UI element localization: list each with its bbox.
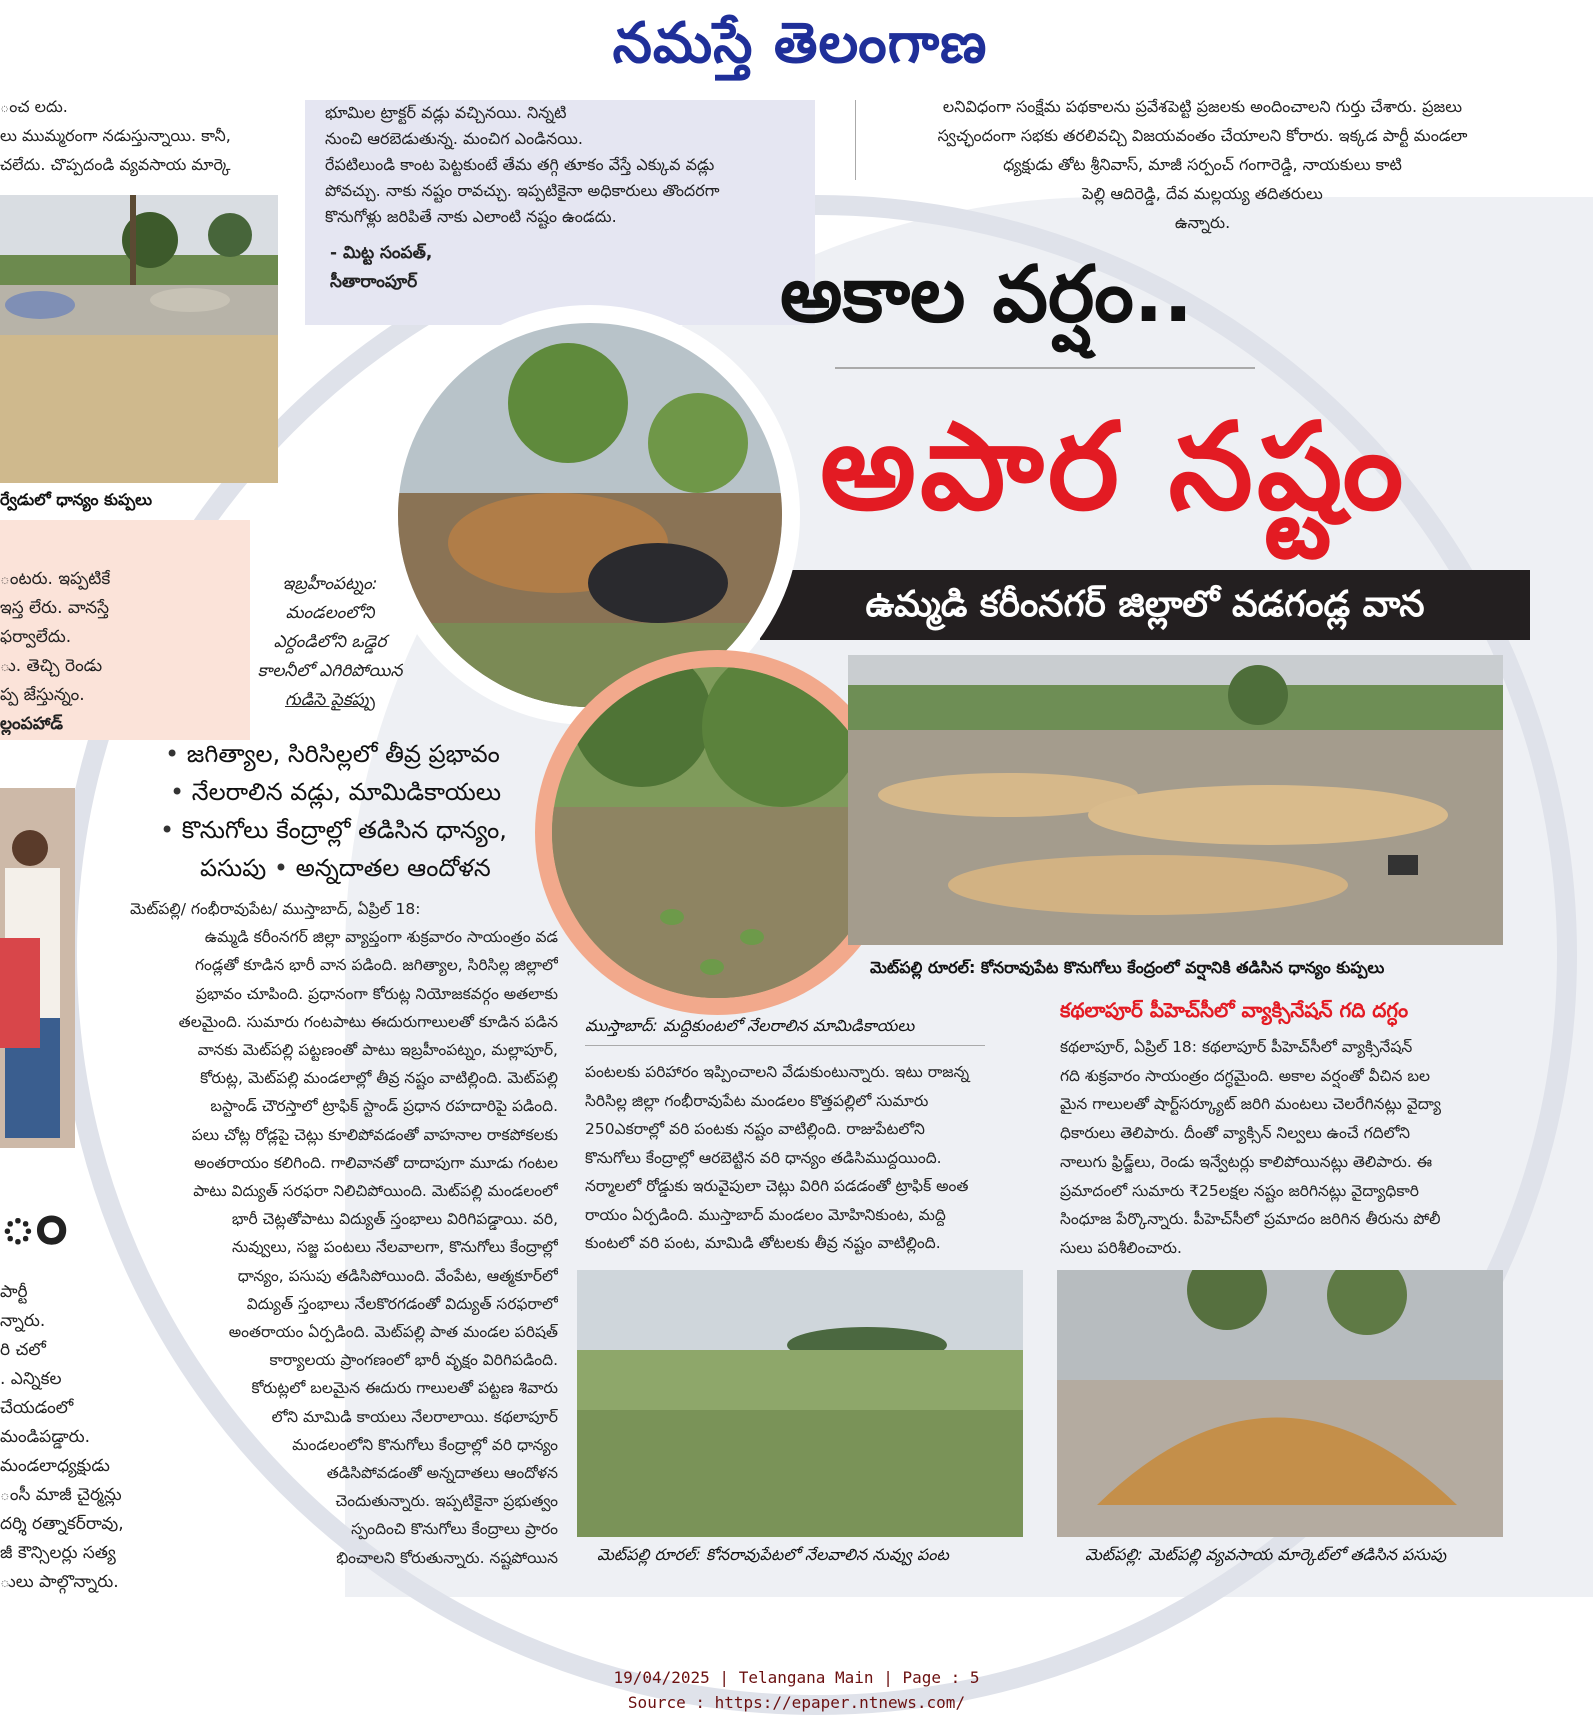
text-line: ఫర్వాలేదు.	[0, 627, 72, 647]
caption-rule	[585, 1045, 985, 1046]
wet-grain-market-photo	[848, 655, 1503, 945]
text-line: పంటలకు పరిహారం ఇప్పించాలని వేడుకుంటున్నారు. ఇటు రాజన్న	[585, 1063, 970, 1081]
text-line: భించాలని కోరుతున్నారు. నష్టపోయిన	[336, 1548, 558, 1567]
photo-caption: ర్వేడులో ధాన్యం కుప్పలు	[0, 490, 153, 509]
text-line: తడిసిపోవడంతో అన్నదాతలు ఆందోళన	[326, 1464, 558, 1483]
text-line: నర్మాలలో రోడ్డుకు ఇరువైపులా చెట్లు విరిగి పడడంతో ట్రాఫిక్ అంత	[585, 1177, 969, 1195]
highlight-bullets	[165, 735, 507, 887]
text-line: చేయడంలో	[0, 1398, 74, 1418]
turmeric-photo-caption: మెట్‌పల్లి: మెట్‌పల్లి వ్యవసాయ మార్కెట్‌లో తడిసిన పసుపు	[1085, 1545, 1447, 1564]
text-line: అంతరాయం ఏర్పడింది. మెట్‌పల్లి పాత మండల పరిషత్	[228, 1323, 558, 1342]
top-right-column	[880, 92, 1525, 237]
text-line: ఉమ్మడి కరీంనగర్ జిల్లా వ్యాప్తంగా శుక్రవారం సాయంత్రం వడ	[204, 928, 558, 947]
text-line: లు ముమ్మరంగా నడుస్తున్నాయి. కానీ,	[0, 126, 231, 145]
quote-author: ల్లంపహాడ్	[0, 714, 63, 734]
left-quote-text	[0, 565, 250, 735]
text-line: ంసీ మాజీ చైర్మన్లు	[0, 1485, 122, 1505]
left-column-top	[0, 92, 285, 187]
text-line: సిరిసిల్ల జిల్లా గంభీరావుపేట మండలం కొత్తపల్లిలో సుమారు	[585, 1091, 929, 1110]
text-line: నుంచి ఆరబెడుతున్న. మంచిగ ఎండినయి.	[325, 129, 583, 148]
text-line: మైన గాలులతో షార్ట్‌సర్క్యూట్ జరిగి మంటలు చెలరేగినట్లు వైద్యా	[1060, 1095, 1441, 1114]
text-line: భారీ చెట్లతోపాటు విద్యుత్ స్తంభాలు విరిగిపడ్డాయి. వరి,	[231, 1210, 558, 1229]
text-line: కొనుగోళ్లు జరిపితే నాకు ఎలాంటి నష్టం ఉండదు.	[325, 207, 617, 226]
caption-line: ఇబ్రహీంపట్నం:	[282, 574, 378, 594]
wet-turmeric-photo	[1057, 1270, 1503, 1537]
bullet-item	[274, 854, 491, 882]
bullet-item	[200, 849, 507, 887]
caption-line: గుడిసె పైకప్పు	[285, 690, 375, 710]
main-story	[118, 895, 558, 1575]
bullet-text: జగిత్యాల, సిరిసిల్లలో తీవ్ర ప్రభావం	[186, 740, 500, 768]
text-line: పలు చోట్ల రోడ్లపై చెట్లు కూలిపోవడంతో వాహనాల రాకపోకలకు	[191, 1125, 558, 1144]
text-line: అంతరాయం కలిగింది. గాలివానతో దాదాపుగా మూడు గంటల	[194, 1153, 558, 1172]
bullet-text: అన్నదాతల ఆందోళన	[295, 854, 491, 882]
text-line: రి చలో	[0, 1340, 46, 1360]
text-line: స్వచ్ఛందంగా సభకు తరలివచ్చి విజయవంతం చేయాలని కోరారు. ఇక్కడ పార్టీ మండలా	[937, 126, 1468, 145]
text-line: ు. తెచ్చి రెండు	[0, 656, 103, 676]
bullet-item	[165, 735, 507, 773]
people-photo	[0, 788, 75, 1148]
text-line: తలమైంది. సుమారు గంటపాటు ఈదురుగాలులతో కూడిన పడిన	[178, 1012, 558, 1031]
text-line: చెందుతున్నారు. ఇప్పటికైనా ప్రభుత్వం	[335, 1492, 558, 1511]
text-line: బస్టాండ్ చౌరస్తాలో ట్రాఫిక్ స్టాండ్ ప్రధాన రహదారిపై పడింది.	[210, 1097, 558, 1116]
text-line: ఉన్నారు.	[1174, 213, 1231, 232]
big-letter: ం	[0, 1185, 68, 1258]
bullet-text: కొనుగోలు కేంద్రాల్లో తడిసిన ధాన్యం,	[181, 816, 507, 844]
text-line: సింధూజ పేర్కొన్నారు. పీహెచ్‌సీలో ప్రమాదం జరిగిన తీరును పోలీ	[1060, 1210, 1441, 1229]
text-line: ంటరు. ఇప్పటికే	[0, 569, 111, 589]
text-line: 250ఎకరాల్లో వరి పంటకు నష్టం వాటిల్లింది. రాజుపేటలోని	[585, 1120, 925, 1138]
text-line: కోరుట్ల, మెట్‌పల్లి మండలాల్లో తీవ్ర నష్టం వాటిల్లింది. మెట్‌పల్లి	[200, 1069, 558, 1088]
bullet-item	[170, 773, 507, 811]
masthead-logo: నమస్తే తెలంగాణ	[612, 10, 988, 76]
text-line: ధికారులు తెలిపారు. దీంతో వ్యాక్సిన్ నిల్వలు ఉంచే గదిలోని	[1060, 1124, 1411, 1143]
mango-photo-caption: ముస్తాబాద్: మద్దికుంటలో నేలరాలిన మామిడికాయలు	[585, 1016, 915, 1035]
text-line: నాలుగు ఫ్రిడ్జ్‌లు, రెండు ఇన్వేటర్లు కాలిపోయినట్లు తెలిపారు. ఈ	[1060, 1152, 1433, 1171]
grain-heaps-photo	[0, 195, 278, 483]
text-line: ధాన్యం, పసుపు తడిసిపోయింది. వేంపేట, ఆత్మకూర్‌లో	[237, 1266, 558, 1285]
text-line: పెల్లి ఆదిరెడ్డి, దేవ మల్లయ్య తదితరులు	[1082, 184, 1323, 203]
quote-place: సీతారాంపూర్	[330, 272, 418, 292]
footer-source-link[interactable]: Source : https://epaper.ntnews.com/	[627, 1693, 966, 1712]
bullet-item	[160, 811, 507, 849]
text-line: దర్శి రత్నాకర్‌రావు,	[0, 1514, 124, 1534]
caption-line: ఎర్దండిలోని ఒడ్డెర	[273, 632, 387, 652]
text-line: సులు పరిశీలించారు.	[1060, 1238, 1182, 1257]
headline-main: అపార నష్టం	[820, 398, 1408, 537]
text-line: రేపటిలుండి కాంట పెట్టకుంటే తేమ తగ్గి తూకం వేస్తే ఎక్కువ వడ్లు	[325, 155, 715, 174]
sesame-photo-caption: మెట్‌పల్లి రూరల్: కోనరావుపేటలో నేలవాలిన నువ్వు పంట	[597, 1545, 949, 1564]
headline-banner: ఉమ్మడి కరీంనగర్ జిల్లాలో వడగండ్ల వాన	[760, 570, 1530, 640]
text-line: రాయం ఏర్పడింది. ముస్తాబాద్ మండలం మోహినికుంట, మద్ది	[585, 1205, 946, 1224]
caption-line: మండలంలోని	[285, 603, 375, 623]
text-line: న్నారు.	[0, 1311, 46, 1331]
text-line: గండ్లతో కూడిన భారీ వాన పడింది. జగిత్యాల, సిరిసిల్ల జిల్లాలో	[195, 956, 558, 975]
farmer-quote-text	[325, 100, 805, 230]
text-line: మండలాధ్యక్షుడు	[0, 1456, 110, 1476]
middle-story	[585, 1058, 1030, 1268]
flattened-sesame-photo	[577, 1270, 1023, 1537]
caption-line: కాలనీలో ఎగిరిపోయిన	[257, 661, 403, 681]
text-line: విద్యుత్ స్తంభాలు నేలకొరగడంతో విద్యుత్ సరఫరాలో	[246, 1294, 558, 1313]
text-line: ప్రమాదంలో సుమారు ₹25లక్షల నష్టం జరిగినట్లు వైద్యాధికారి	[1060, 1181, 1419, 1200]
bullet-text: పసుపు	[200, 854, 267, 882]
text-line: మెట్‌పల్లి/ గంభీరావుపేట/ ముస్తాబాద్, ఏప్రిల్ 18:	[130, 900, 421, 918]
text-line: ఇస్త లేరు. వానస్తే	[0, 598, 110, 618]
text-line: పాటు విద్యుత్ సరఫరా నిలిచిపోయింది. మెట్‌పల్లి మండలంలో	[193, 1182, 558, 1201]
bullet-text: నేలరాలిన వడ్లు, మామిడికాయలు	[191, 778, 502, 806]
text-line: ప్రభావం చూపింది. ప్రధానంగా కోరుట్ల నియోజకవర్గం అతలాకు	[195, 984, 558, 1003]
text-line: వానకు మెట్‌పల్లి పట్టణంతో పాటు ఇబ్రహీంపట్నం, మల్లాపూర్,	[197, 1041, 558, 1060]
text-line: ధ్యక్షుడు తోట శ్రీనివాస్, మాజీ సర్పంచ్ గంగారెడ్డి, నాయకులు కాటి	[1003, 155, 1402, 174]
headline-kicker: అకాల వర్షం..	[780, 250, 1194, 340]
text-line: పోవచ్చు. నాకు నష్టం రావచ్చు. ఇప్పటికైనా అధికారులు తొందరగా	[325, 181, 720, 200]
text-line: స్పందించి కొనుగోలు కేంద్రాలు ప్రారం	[351, 1520, 558, 1539]
text-line: . ఎన్నికల	[0, 1369, 62, 1389]
text-line: కార్యాలయ ప్రాంగణంలో భారీ వృక్షం విరిగిపడింది.	[269, 1351, 558, 1370]
hut-photo-caption	[225, 570, 435, 715]
text-line: మండిపడ్డారు.	[0, 1427, 90, 1447]
column-divider	[855, 100, 856, 180]
text-line: కుంటలో వరి పంట, మామిడి తోటలకు తీవ్ర నష్టం వాటిల్లింది.	[585, 1234, 941, 1252]
text-line: గది శుక్రవారం సాయంత్రం దగ్ధమైంది. అకాల వర్షంతో వీచిన బల	[1060, 1066, 1430, 1085]
right-story	[1060, 1033, 1530, 1273]
text-line: మండలంలోని కొనుగోలు కేంద్రాల్లో వరి ధాన్యం	[292, 1435, 558, 1454]
footer-date-edition: 19/04/2025 | Telangana Main | Page : 5	[613, 1668, 980, 1687]
fallen-mangoes-photo	[552, 667, 883, 998]
text-line: ప్ప జేస్తున్నం.	[0, 685, 85, 705]
quote-author: - మిట్ట సంపత్,	[330, 243, 433, 263]
text-line: నువ్వులు, సజ్జ పంటలు నేలవాలగా, కొనుగోలు కేంద్రాల్లో	[232, 1238, 558, 1257]
text-line: లనివిధంగా సంక్షేమ పథకాలను ప్రవేశపెట్టి ప్రజలకు అందించాలని గుర్తు చేశారు. ప్రజలు	[942, 97, 1463, 116]
text-line: ంచ లదు.	[0, 97, 68, 116]
text-line: జీ కౌన్సిలర్లు సత్య	[0, 1543, 116, 1563]
text-line: చలేదు. చొప్పదండి వ్యవసాయ మార్కె	[0, 155, 231, 174]
subhead-vaccination: కథలాపూర్ పీహెచ్‌సీలో వ్యాక్సినేషన్ గది దగ్ధం	[1060, 998, 1409, 1022]
market-photo-caption: మెట్‌పల్లి రూరల్: కోనరావుపేట కొనుగోలు కేంద్రంలో వర్షానికి తడిసిన ధాన్యం కుప్పలు	[870, 958, 1385, 977]
text-line: పార్టీ	[0, 1282, 28, 1302]
headline-rule	[835, 367, 1255, 369]
text-line: కోరుట్లలో బలమైన ఈదురు గాలులతో పట్టణ శివారు	[251, 1379, 558, 1398]
text-line: కొనుగోలు కేంద్రాల్లో ఆరబెట్టిన వరి ధాన్యం తడిసిముద్దయింది.	[585, 1148, 942, 1167]
text-line: కథలాపూర్, ఏప్రిల్ 18: కథలాపూర్ పీహెచ్‌సీలో వ్యాక్సినేషన్	[1060, 1038, 1413, 1056]
text-line: భూమిల ట్రాక్టర్ వడ్లు వచ్చినయి. నిన్నటి	[325, 103, 567, 122]
text-line: ులు పాల్గొన్నారు.	[0, 1572, 119, 1592]
text-line: లోని మామిడి కాయలు నేలరాలాయి. కథలాపూర్	[271, 1407, 558, 1426]
